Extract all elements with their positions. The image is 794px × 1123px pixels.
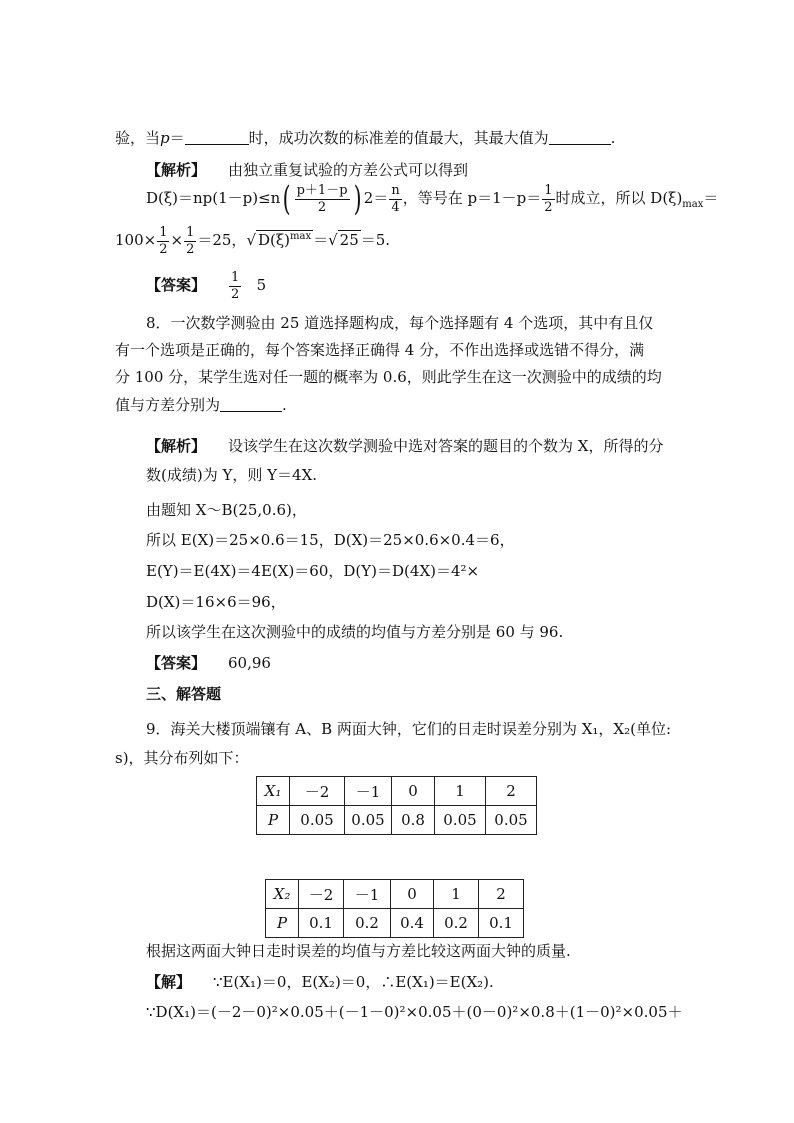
paren-close: ) (353, 179, 362, 219)
table-cell: 0.2 (344, 909, 391, 938)
solution-tag: 【解】 (146, 973, 192, 991)
table-cell: 0.05 (345, 806, 392, 835)
q7-answer-line (146, 264, 266, 306)
formula-text: ，等号在 p＝1－p＝ (402, 189, 542, 207)
q7-text: ＝ (169, 129, 185, 147)
subscript: max (682, 199, 704, 210)
q9-solution-line (146, 972, 494, 992)
answer-value: 5 (256, 276, 267, 294)
q7-text: 验，当 (115, 129, 161, 147)
answer-tag: 【答案】 (146, 654, 207, 672)
formula-text: D(ξ)＝np(1－p)≤n (146, 189, 281, 207)
table-row (266, 909, 524, 938)
formula-text: 2＝ (363, 189, 389, 207)
q8-line1: 8．一次数学测验由 25 道选择题构成，每个选择题有 4 个选项，其中有且仅 (146, 314, 654, 332)
table-cell: 0.1 (299, 909, 344, 938)
fraction: $\frac{1}{2}$ (159, 224, 168, 257)
table-row (257, 806, 537, 835)
table-cell: 2 (479, 880, 524, 909)
table-cell: 0.1 (479, 909, 524, 938)
table-cell: X₁ (257, 777, 290, 806)
paren-open: ( (282, 179, 291, 219)
table-cell: P (266, 909, 299, 938)
q7-text: . (610, 129, 616, 147)
table-cell: －2 (299, 880, 344, 909)
answer-blank (220, 395, 282, 412)
q7-line1 (115, 128, 615, 148)
table-cell: 1 (435, 777, 486, 806)
answer-blank (549, 128, 611, 145)
table-cell: 0.4 (391, 909, 434, 938)
formula-text: × (170, 231, 184, 249)
table-row (266, 880, 524, 909)
fraction: $\frac{1}{2}$ (186, 224, 195, 257)
distribution-table-x2 (265, 879, 524, 938)
q8-analysis-3: 由题知 X～B(25,0.6)， (146, 501, 307, 519)
table-cell: －1 (344, 880, 391, 909)
fraction: $\frac{1}{2}$ (231, 269, 240, 302)
fraction: $\frac{1}{2}$ (544, 182, 553, 215)
table-cell: 0 (392, 777, 435, 806)
q8-answer-line (146, 653, 271, 673)
analysis-tag: 【解析】 (146, 161, 207, 179)
q8-analysis-7: 所以该学生在这次测验中的成绩的均值与方差分别是 60 与 96. (146, 623, 564, 641)
table-cell: X₂ (266, 880, 299, 909)
fraction: $\frac{n}{4}$ (391, 182, 400, 215)
sqrt-radicand: 25 (339, 231, 359, 249)
table-cell: 0 (391, 880, 434, 909)
q8-analysis-4: 所以 E(X)＝25×0.6＝15，D(X)＝25×0.6×0.4＝6， (146, 531, 515, 549)
table-cell: P (257, 806, 290, 835)
table-row (257, 777, 537, 806)
table-cell: 0.05 (435, 806, 486, 835)
formula-text: ＝25， (197, 231, 247, 249)
q9-line1: 9．海关大楼顶端镶有 A、B 两面大钟，它们的日走时误差分别为 X₁，X₂(单位: (146, 720, 671, 738)
distribution-table-x1 (256, 776, 537, 835)
q9-solution-2: ∵D(X₁)＝(－2－0)²×0.05＋(－1－0)²×0.05＋(0－0)²×0.8＋(1－0)²×0.05＋ (146, 1003, 683, 1021)
q8-analysis-6: D(X)＝16×6＝96， (146, 593, 286, 611)
section-heading: 三、解答题 (146, 685, 222, 703)
answer-tag: 【答案】 (146, 276, 207, 294)
fraction: $\frac{p+1-p}{2}$ (296, 182, 348, 215)
table-cell: 0.2 (434, 909, 479, 938)
table-cell: 0.05 (486, 806, 537, 835)
formula-text: 100× (115, 231, 157, 249)
formula-text: 时成立，所以 D(ξ) (555, 189, 683, 207)
q7-text: 时，成功次数的标准差的值最大，其最大值为 (248, 129, 549, 147)
formula-text: ＝ (313, 231, 329, 249)
analysis-text: 设该学生在这次数学测验中选对答案的题目的个数为 X，所得的分 (228, 437, 664, 455)
q8-line2: 有一个选项是正确的，每个答案选择正确得 4 分，不作出选择或选错不得分，满 (115, 341, 645, 359)
answer-blank (185, 128, 249, 145)
table-cell: 1 (434, 880, 479, 909)
solution-text: ∵E(X₁)＝0，E(X₂)＝0，∴E(X₁)＝E(X₂). (213, 973, 494, 991)
table-cell: 0.05 (290, 806, 345, 835)
answer-value: 60,96 (228, 654, 271, 672)
analysis-text: 由独立重复试验的方差公式可以得到 (228, 161, 469, 179)
q8-analysis-5: E(Y)＝E(4X)＝4E(X)＝60，D(Y)＝D(4X)＝4²× (146, 562, 480, 580)
q9-line3: 根据这两面大钟日走时误差的均值与方差比较这两面大钟的质量. (146, 942, 571, 960)
q7-formula-line2 (115, 216, 390, 258)
analysis-tag: 【解析】 (146, 437, 207, 455)
table-cell: 2 (486, 777, 537, 806)
q8-line3: 分 100 分，某学生选对任一题的概率为 0.6，则此学生在这一次测验中的成绩的均 (115, 368, 662, 386)
q9-line2: s)，其分布列如下： (115, 749, 249, 767)
table-cell: －1 (345, 777, 392, 806)
sqrt-sign: √ (328, 231, 338, 249)
sqrt-radicand: $D(\xi)^{max}$ (258, 231, 312, 249)
q8-analysis-2: 数(成绩)为 Y，则 Y＝4X. (146, 466, 318, 484)
formula-text: ＝5. (360, 231, 391, 249)
table-cell: 0.8 (392, 806, 435, 835)
formula-text: ＝ (703, 189, 719, 207)
q8-analysis-line (146, 436, 663, 456)
q8-line4: 值与方差分别为 . (115, 396, 287, 414)
table-cell: －2 (290, 777, 345, 806)
q7-var-p: p (160, 129, 170, 147)
sqrt-sign: √ (246, 231, 256, 249)
